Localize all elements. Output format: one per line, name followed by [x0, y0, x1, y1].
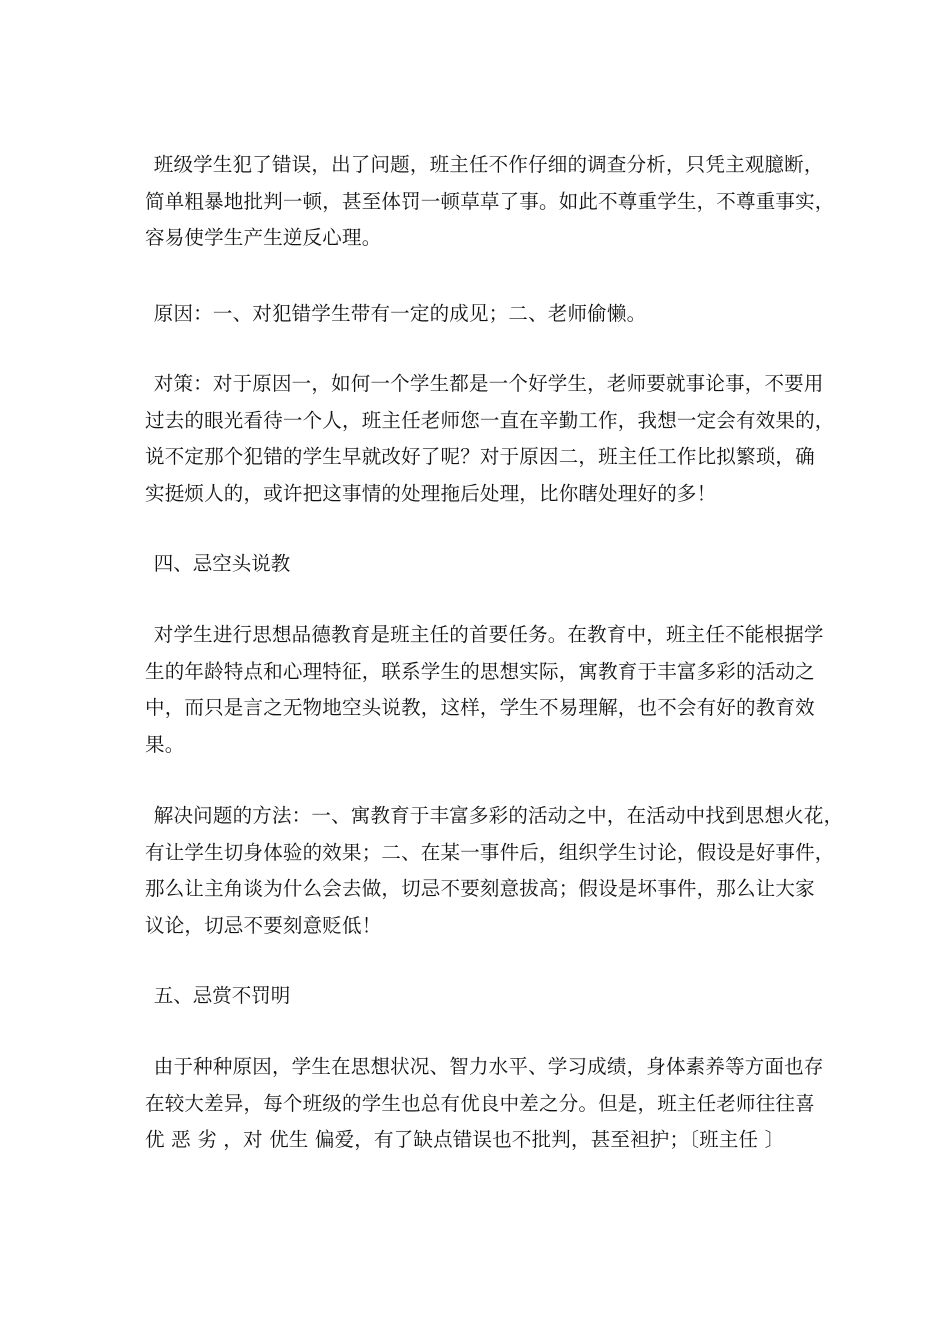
text-line: 中，而只是言之无物地空头说教，这样，学生不易理解，也不会有好的教育效 — [145, 696, 815, 719]
text-line: 议论，切忌不要刻意贬低！ — [145, 913, 382, 937]
text-line: 对策：对于原因一，如何一个学生都是一个好学生，老师要就事论事，不要用 — [153, 372, 824, 395]
text-line: 解决问题的方法：一、寓教育于丰富多彩的活动之中，在活动中找到思想火花， — [153, 804, 844, 827]
text-line: 果。 — [145, 732, 185, 756]
heading-text: 五、忌赏不罚明 — [153, 984, 291, 1007]
text-line: 有让学生切身体验的效果；二、在某一事件后，组织学生讨论，假设是好事件， — [145, 840, 835, 864]
text-line: 对学生进行思想品德教育是班主任的首要任务。在教育中，班主任不能根据学 — [153, 623, 824, 646]
text-line: 简单粗暴地批判一顿，甚至体罚一顿草草了事。如此不尊重学生，不尊重事实， — [145, 189, 835, 213]
text-line: 说不定那个犯错的学生早就改好了呢？对于原因二，班主任工作比拟繁琐，确 — [145, 445, 815, 468]
paragraph-student-differences — [145, 1049, 824, 1159]
text-line: 过去的眼光看待一个人，班主任老师您一直在辛勤工作，我想一定会有效果的， — [145, 408, 835, 432]
section-heading-4 — [145, 546, 290, 583]
text-line: 容易使学生产生逆反心理。 — [145, 226, 382, 249]
text-line: 生的年龄特点和心理特征，联系学生的思想实际，寓教育于丰富多彩的活动之 — [145, 659, 815, 683]
text-line: 原因：一、对犯错学生带有一定的成见；二、老师偷懒。 — [153, 302, 647, 325]
text-line: 实挺烦人的，或许把这事情的处理拖后处理，比你瞎处理好的多！ — [145, 481, 717, 505]
paragraph-cause — [145, 296, 810, 333]
text-line: 优 恶 劣 ，对 优生 偏爱，有了缺点错误也不批判，甚至袒护；〔班主任 〕 — [145, 1128, 785, 1151]
text-line: 那么让主角谈为什么会去做，切忌不要刻意拔高；假设是坏事件，那么让大家 — [145, 877, 815, 900]
paragraph-countermeasure — [145, 366, 835, 512]
text-line: 班级学生犯了错误，出了问题，班主任不作仔细的调查分析，只凭主观臆断， — [153, 153, 824, 176]
paragraph-solution-method — [145, 798, 844, 944]
heading-text: 四、忌空头说教 — [153, 552, 291, 575]
paragraph-moral-education — [145, 617, 824, 763]
paragraph-subjective-judgment — [145, 147, 835, 257]
text-line: 由于种种原因，学生在思想状况、智力水平、学习成绩，身体素养等方面也存 — [153, 1055, 824, 1078]
text-line: 在较大差异，每个班级的学生也总有优良中差之分。但是，班主任老师往往喜 — [145, 1091, 815, 1115]
section-heading-5 — [145, 978, 290, 1015]
